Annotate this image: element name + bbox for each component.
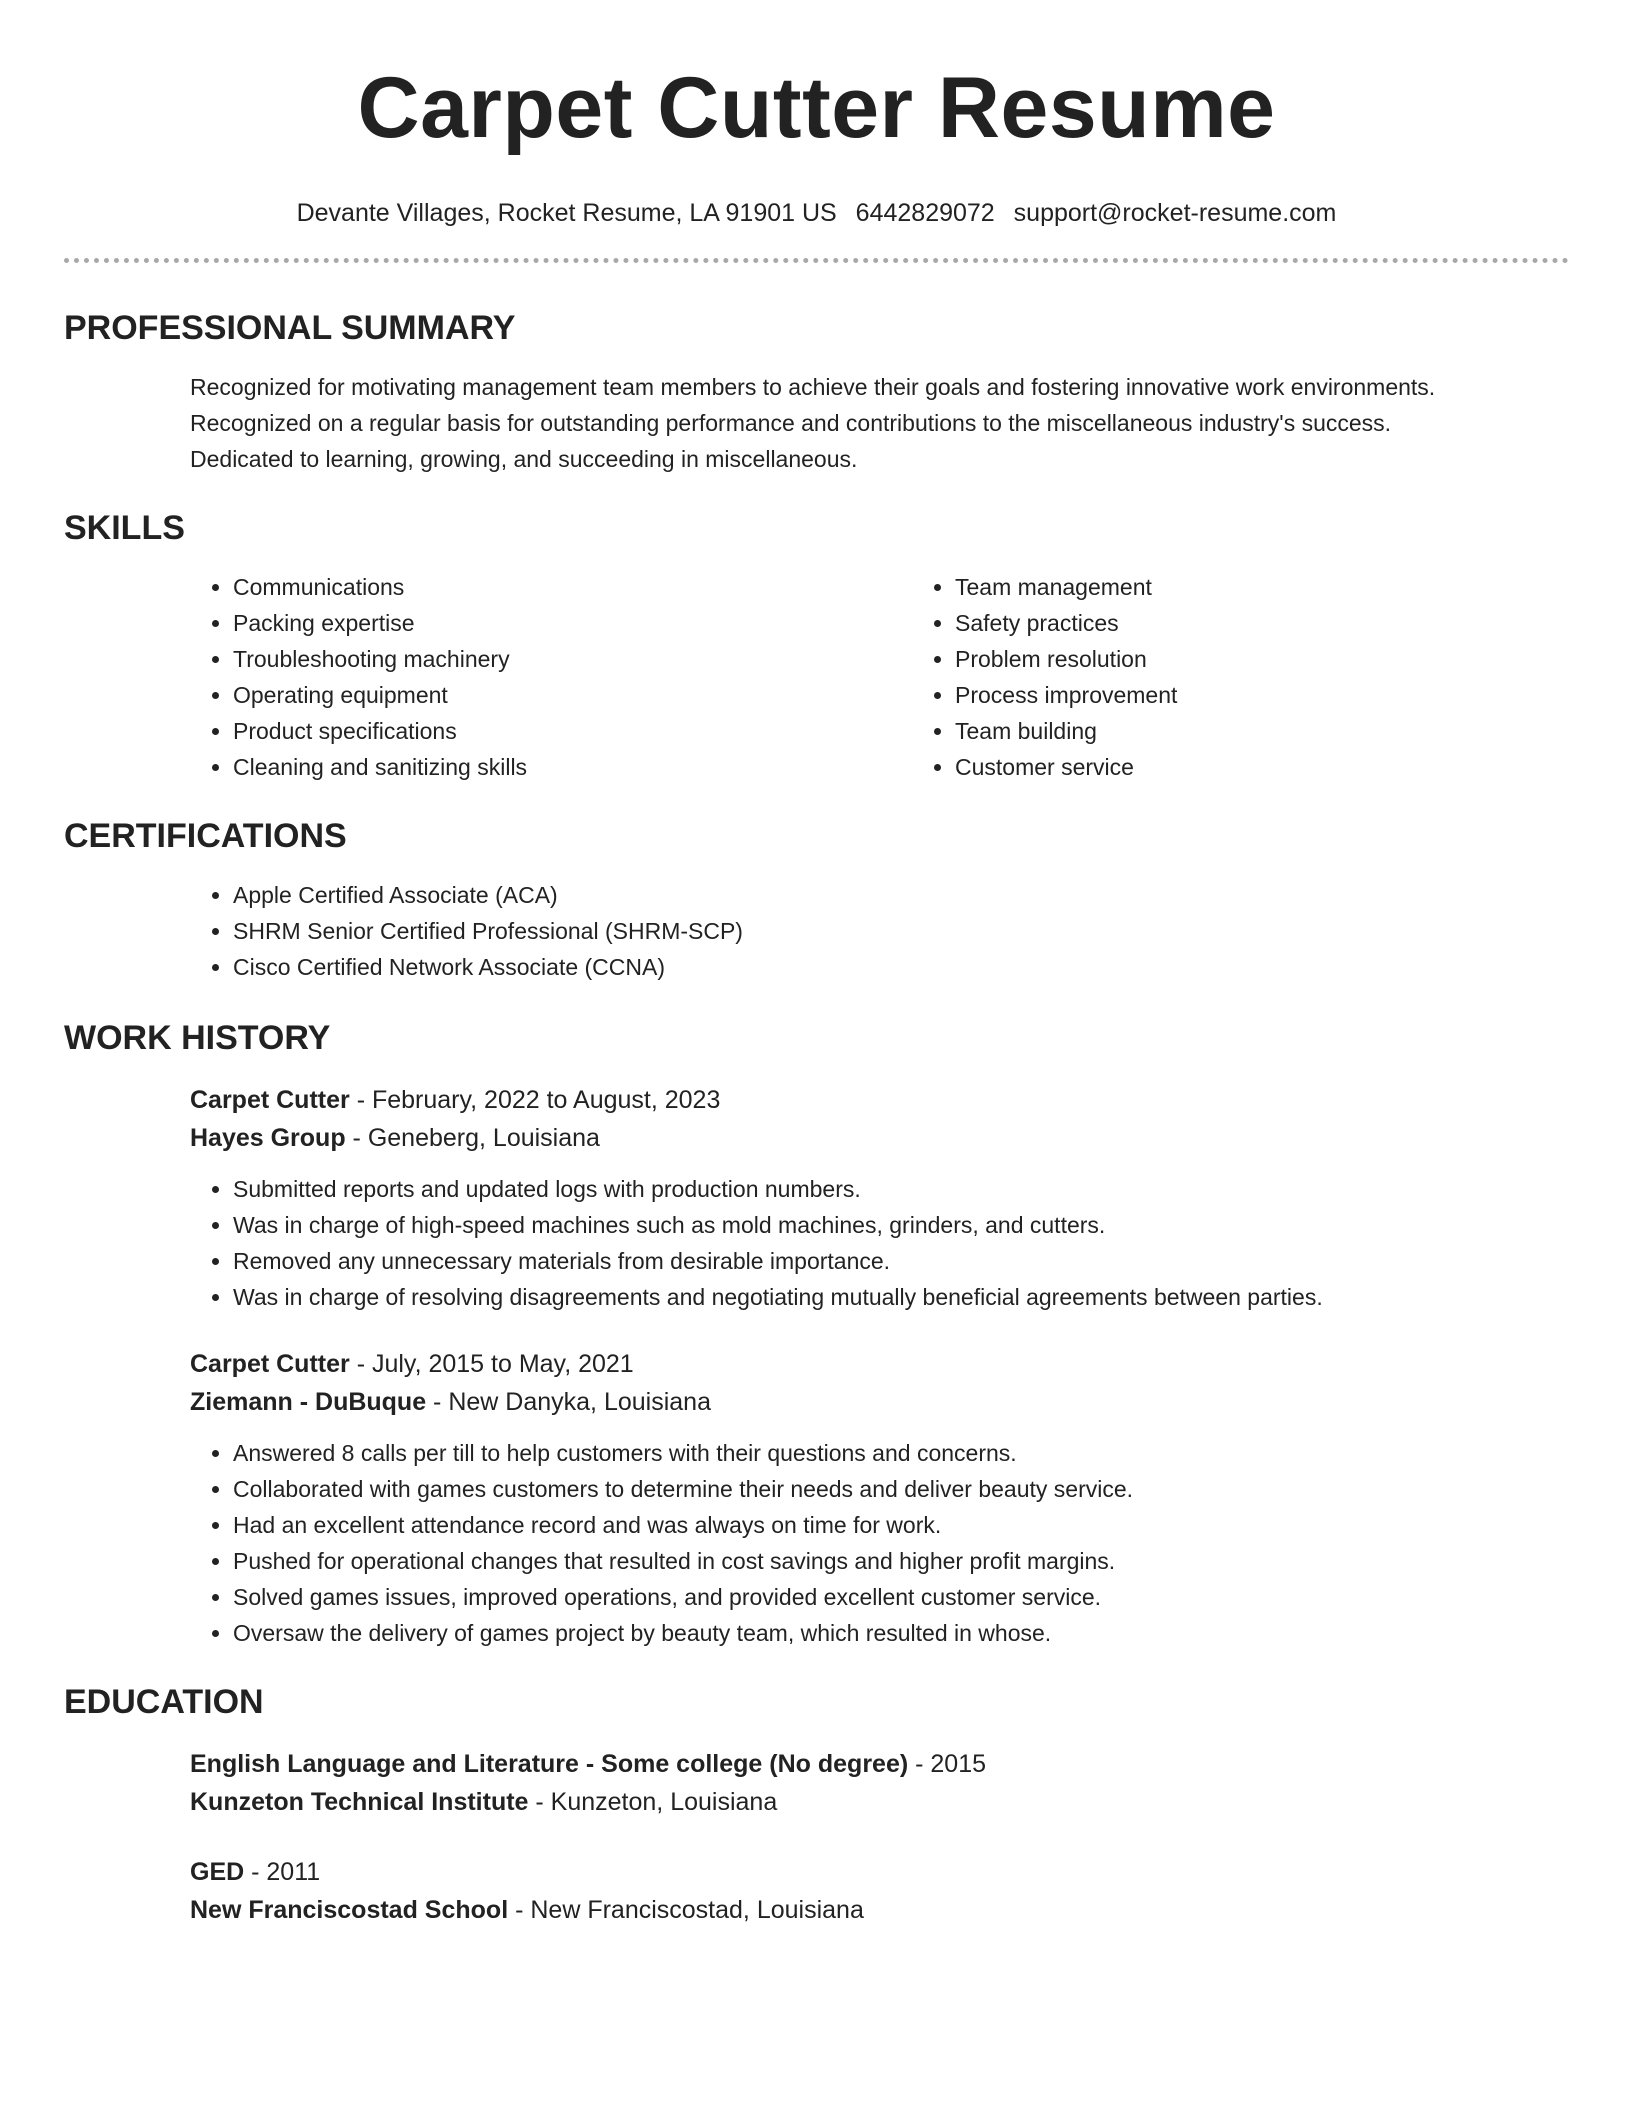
skills-section [64, 507, 1569, 785]
education-year: - 2011 [244, 1858, 321, 1886]
education-year: - 2015 [908, 1750, 987, 1778]
job-bullet: • Was in charge of high-speed machines such as mold machines, grinders, and cutters. [233, 1207, 1569, 1243]
skill-item: • Customer service [955, 749, 1569, 785]
work-history-section [64, 1017, 1569, 1651]
contact-phone: 6442829072 [855, 199, 995, 227]
skill-item: • Team management [955, 569, 1569, 605]
job-title: Carpet Cutter [190, 1350, 350, 1378]
contact-line [64, 198, 1569, 228]
certifications-heading: CERTIFICATIONS [64, 817, 347, 855]
education-degree: English Language and Literature - Some college (No degree) [190, 1750, 909, 1778]
job-bullet: • Collaborated with games customers to determine their needs and deliver beauty service. [233, 1471, 1569, 1507]
education-school-line [190, 1783, 1569, 1821]
job-title: Carpet Cutter [190, 1086, 350, 1114]
certification-item: • Apple Certified Associate (ACA) [233, 877, 1569, 913]
contact-email: support@rocket-resume.com [1013, 199, 1337, 227]
education-degree-line [190, 1853, 1569, 1891]
job-bullet: • Pushed for operational changes that resulted in cost savings and higher profit margins. [233, 1543, 1569, 1579]
job-company: Ziemann - DuBuque [190, 1388, 427, 1416]
skills-list-left [190, 569, 912, 785]
job-bullet: • Was in charge of resolving disagreements and negotiating mutually beneficial agreements between parties. [233, 1279, 1569, 1315]
certifications-list [190, 877, 1569, 985]
skill-item: • Troubleshooting machinery [233, 641, 912, 677]
skills-list-right [912, 569, 1569, 785]
certification-item: • Cisco Certified Network Associate (CCNA) [233, 949, 1569, 985]
summary-line: Recognized on a regular basis for outstanding performance and contributions to the miscellaneous industry's success. [190, 410, 1392, 436]
education-degree-line [190, 1745, 1569, 1783]
education-school: New Franciscostad School [190, 1896, 509, 1924]
job-bullet: • Submitted reports and updated logs with production numbers. [233, 1171, 1569, 1207]
skill-item: • Process improvement [955, 677, 1569, 713]
header-divider [64, 258, 1569, 263]
job-bullet: • Answered 8 calls per till to help customers with their questions and concerns. [233, 1435, 1569, 1471]
job-bullets [190, 1171, 1569, 1315]
education-section [64, 1681, 1569, 1929]
job-company: Hayes Group [190, 1124, 346, 1152]
certifications-section [64, 815, 1569, 985]
job-company-line [190, 1119, 1569, 1157]
job-entry [64, 1081, 1569, 1315]
skills-grid [64, 569, 1569, 785]
skill-item: • Communications [233, 569, 912, 605]
education-school-line [190, 1891, 1569, 1929]
work-history-heading: WORK HISTORY [64, 1019, 331, 1057]
job-title-line [190, 1345, 1569, 1383]
resume-title: Carpet Cutter Resume [357, 60, 1276, 156]
skill-item: • Operating equipment [233, 677, 912, 713]
job-entry [64, 1345, 1569, 1651]
job-location: - Geneberg, Louisiana [345, 1124, 600, 1152]
summary-line: Dedicated to learning, growing, and succeeding in miscellaneous. [190, 446, 858, 472]
job-dates: - February, 2022 to August, 2023 [349, 1086, 721, 1114]
job-dates: - July, 2015 to May, 2021 [349, 1350, 634, 1378]
summary-section [64, 307, 1569, 477]
summary-text [64, 369, 1569, 477]
job-bullet: • Oversaw the delivery of games project by beauty team, which resulted in whose. [233, 1615, 1569, 1651]
contact-address: Devante Villages, Rocket Resume, LA 91901 US [296, 199, 837, 227]
education-entry [64, 1853, 1569, 1929]
education-heading: EDUCATION [64, 1683, 264, 1721]
job-bullet: • Solved games issues, improved operations, and provided excellent customer service. [233, 1579, 1569, 1615]
education-degree: GED [190, 1858, 245, 1886]
certification-item: • SHRM Senior Certified Professional (SHRM-SCP) [233, 913, 1569, 949]
education-school: Kunzeton Technical Institute [190, 1788, 529, 1816]
education-location: - New Franciscostad, Louisiana [508, 1896, 864, 1924]
summary-line: Recognized for motivating management team members to achieve their goals and fostering innovative work environments. [190, 374, 1436, 400]
skill-item: • Cleaning and sanitizing skills [233, 749, 912, 785]
job-bullets [190, 1435, 1569, 1651]
job-title-line [190, 1081, 1569, 1119]
education-entry [64, 1745, 1569, 1821]
certifications-body [64, 877, 1569, 985]
job-bullet: • Had an excellent attendance record and was always on time for work. [233, 1507, 1569, 1543]
skill-item: • Packing expertise [233, 605, 912, 641]
skill-item: • Problem resolution [955, 641, 1569, 677]
job-location: - New Danyka, Louisiana [426, 1388, 711, 1416]
skill-item: • Safety practices [955, 605, 1569, 641]
job-bullet: • Removed any unnecessary materials from desirable importance. [233, 1243, 1569, 1279]
education-location: - Kunzeton, Louisiana [528, 1788, 778, 1816]
summary-heading: PROFESSIONAL SUMMARY [64, 309, 516, 347]
job-company-line [190, 1383, 1569, 1421]
skill-item: • Team building [955, 713, 1569, 749]
skill-item: • Product specifications [233, 713, 912, 749]
skills-heading: SKILLS [64, 509, 185, 547]
